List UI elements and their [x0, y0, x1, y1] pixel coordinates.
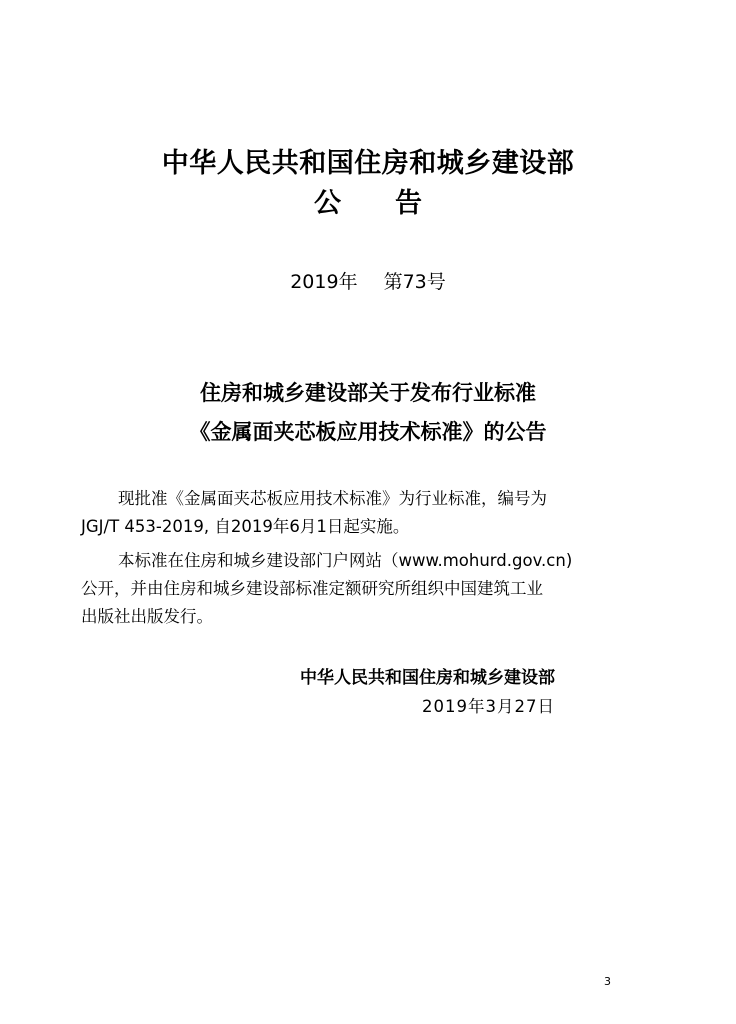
doc-year: 2019年: [290, 271, 358, 293]
body-paragraph-2-line-2: 公开，并由住房和城乡建设部标准定额研究所组织中国建筑工业: [81, 579, 543, 598]
ministry-title: 中华人民共和国住房和城乡建设部: [161, 148, 575, 179]
body-paragraph-2-line-1: 本标准在住房和城乡建设部门户网站（www.mohurd.gov.cn): [118, 551, 573, 570]
body-paragraph-1-line-1: 现批准《金属面夹芯板应用技术标准》为行业标准，编号为: [118, 489, 547, 508]
subject-title-line-1: 住房和城乡建设部关于发布行业标准: [200, 381, 536, 405]
body-paragraph-1-line-2: JGJ/T 453-2019, 自2019年6月1日起实施。: [81, 517, 410, 536]
announcement-title: [0, 186, 736, 222]
announcement-char-1: 公: [314, 188, 341, 219]
doc-serial: 第73号: [383, 271, 446, 293]
document-number: [0, 268, 736, 296]
body-paragraph-2-line-3: 出版社出版发行。: [81, 607, 213, 626]
subject-title-line-2: 《金属面夹芯板应用技术标准》的公告: [189, 420, 547, 444]
signature-issuer: 中华人民共和国住房和城乡建设部: [300, 668, 555, 688]
announcement-char-2: 告: [395, 188, 422, 219]
signature-date: 2019年3月27日: [422, 697, 555, 716]
page-number: 3: [604, 975, 611, 988]
